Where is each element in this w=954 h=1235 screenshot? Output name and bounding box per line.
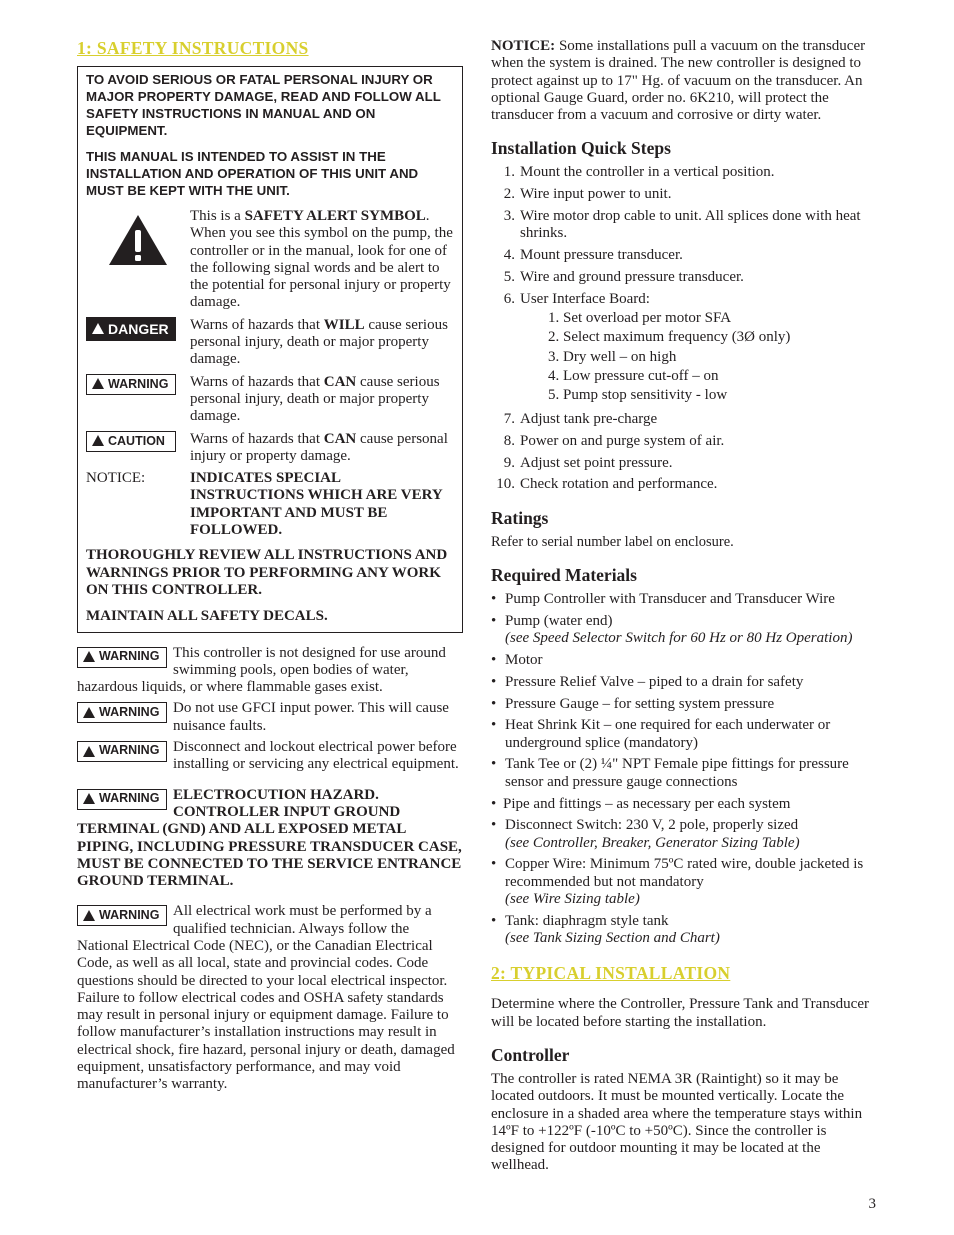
controller-text: The controller is rated NEMA 3R (Raintight) so it may be located outdoors. It must be mounted vertically. Locate the enclosure in a shaded area where the temperature stays within 14ºF to +122ºF (-10ºC to +50ºC). Since the controller is designed for outdoor mounting it may be located at the wellhead. <box>491 1070 863 1174</box>
right-column <box>491 38 876 1175</box>
warning-badge: WARNING <box>86 374 176 395</box>
installation-intro: Determine where the Controller, Pressure Tank and Transducer will be located before starting the installation. <box>491 996 869 1030</box>
decals-text: MAINTAIN ALL SAFETY DECALS. <box>86 608 328 625</box>
danger-row <box>86 317 455 369</box>
list-item: • Copper Wire: Minimum 75ºC rated wire, double jacketed is recommended but not mandatory (see Wire Sizing table) <box>491 856 864 907</box>
list-item: 7. Adjust tank pre-charge <box>503 411 658 428</box>
list-item: 10. Check rotation and performance. <box>496 476 718 493</box>
page-number: 3 <box>868 1196 876 1212</box>
alert-symbol-row <box>86 208 455 312</box>
warning-badge: WARNING <box>77 741 167 762</box>
notice-row <box>86 470 455 539</box>
quick-steps-list <box>491 164 876 493</box>
list-item: 2. Wire input power to unit. <box>503 186 672 203</box>
warning-triangle-icon <box>83 793 95 804</box>
notice-label: NOTICE: <box>86 470 146 487</box>
warning-badge: WARNING <box>77 789 167 810</box>
list-item: 4. Mount pressure transducer. <box>503 247 683 264</box>
list-item: • Tank Tee or (2) ¼" NPT Female pipe fittings for pressure sensor and pressure gauge connections <box>491 756 849 790</box>
list-item: • Pump Controller with Transducer and Transducer Wire <box>491 591 835 608</box>
alert-symbol-text: This is a SAFETY ALERT SYMBOL. When you see this symbol on the pump, the controller or in the manual, look for one of the following signal words and be alert to the potential for personal injury or property damage. <box>190 208 453 311</box>
review-text: THOROUGHLY REVIEW ALL INSTRUCTIONS AND WARNINGS PRIOR TO PERFORMING ANY WORK ON THIS CONTROLLER. <box>86 547 448 598</box>
list-item: 9. Adjust set point pressure. <box>503 454 673 471</box>
list-item: • Pipe and fittings – as necessary per each system <box>491 795 791 812</box>
warning-triangle-icon <box>92 378 104 389</box>
warning-triangle-icon <box>83 746 95 757</box>
warning-triangle-icon <box>92 435 104 446</box>
warning-note-3: WARNING Disconnect and lockout electrical power before installing or servicing any electrical equipment. <box>77 739 463 774</box>
warning-badge: WARNING <box>77 702 167 723</box>
danger-text: Warns of hazards that WILL cause serious personal injury, death or major property damage. <box>190 316 448 368</box>
warning-triangle-icon <box>83 910 95 921</box>
list-item: 6. User Interface Board: 1. Set overload per motor SFA 2. Select maximum frequency (3Ø only) 3. Dry well – on high 4. Low pressure cut-off – on 5. Pump stop sensitivity - low <box>503 290 791 404</box>
section-title-safety: 1: SAFETY INSTRUCTIONS <box>77 38 309 58</box>
list-item: • Pressure Relief Valve – piped to a drain for safety <box>491 673 804 690</box>
list-item: 1. Set overload per motor SFA <box>548 310 732 327</box>
list-item: 8. Power on and purge system of air. <box>503 432 725 449</box>
safety-alert-icon <box>86 208 190 267</box>
sub-steps-list <box>520 310 790 404</box>
list-item: • Tank: diaphragm style tank (see Tank Sizing Section and Chart) <box>491 912 720 947</box>
ratings-text: Refer to serial number label on enclosure. <box>491 533 734 550</box>
warning-note-2: WARNING Do not use GFCI input power. This will cause nuisance faults. <box>77 700 463 735</box>
warning-row <box>86 374 455 426</box>
warning-note-5: WARNING All electrical work must be performed by a qualified technician. Always follow the National Electrical Code (NEC), or the Canadian Electrical Code, as well as all local, state and provincial codes. Code questions should be directed to your local electrical inspector. Failure to follow electrical codes and OSHA safety standards may result in personal injury or equipment damage. Failure to follow manufacturer’s installation instructions may result in electrical shock, fire hazard, personal injury or death, damaged equipment, unsatisfactory performance, and may void manufacturer’s warranty. <box>77 903 455 1093</box>
list-item: 5. Pump stop sensitivity - low <box>548 387 728 404</box>
vacuum-notice: NOTICE: Some installations pull a vacuum on the transducer when the system is drained. The new controller is designed to protect against up to 17" Hg. of vacuum on the transducer. An optional Gauge Guard, order no. 6K210, will protect the transducer from a vacuum and corrosive or dirty water. <box>491 38 866 124</box>
list-item: • Motor <box>491 651 543 668</box>
list-item: 5. Wire and ground pressure transducer. <box>503 268 744 285</box>
controller-heading: Controller <box>491 1044 570 1065</box>
warning-badge: WARNING <box>77 905 167 926</box>
quick-steps-heading: Installation Quick Steps <box>491 138 671 159</box>
list-item: • Disconnect Switch: 230 V, 2 pole, properly sized (see Controller, Breaker, Generator Sizing Table) <box>491 817 800 851</box>
left-column <box>77 38 463 1094</box>
caution-row <box>86 431 455 466</box>
warning-badge: WARNING <box>77 647 167 668</box>
list-item: 3. Wire motor drop cable to unit. All splices done with heat shrinks. <box>503 208 861 242</box>
caution-badge: CAUTION <box>86 431 176 452</box>
notice-text: INDICATES SPECIAL INSTRUCTIONS WHICH ARE VERY IMPORTANT AND MUST BE FOLLOWED. <box>190 470 443 539</box>
safety-para-1: TO AVOID SERIOUS OR FATAL PERSONAL INJURY OR MAJOR PROPERTY DAMAGE, READ AND FOLLOW ALL SAFETY INSTRUCTIONS IN MANUAL AND ON EQUIPMENT. <box>86 72 441 138</box>
list-item: 2. Select maximum frequency (3Ø only) <box>548 329 791 346</box>
list-item: • Pump (water end) (see Speed Selector Switch for 60 Hz or 80 Hz Operation) <box>491 612 853 647</box>
warning-triangle-icon <box>92 323 104 334</box>
section-title-installation: 2: TYPICAL INSTALLATION <box>491 963 731 984</box>
warning-note-1: WARNING This controller is not designed for use around swimming pools, open bodies of water, hazardous liquids, or where flammable gases exist. <box>77 644 446 696</box>
warning-triangle-icon <box>83 707 95 718</box>
safety-box <box>77 66 463 633</box>
list-item: 1. Mount the controller in a vertical position. <box>503 164 775 181</box>
danger-badge: DANGER <box>86 317 176 341</box>
warning-triangle-icon <box>83 651 95 662</box>
materials-list <box>491 591 876 947</box>
materials-heading: Required Materials <box>491 565 637 586</box>
ratings-heading: Ratings <box>491 507 549 528</box>
warning-note-4: WARNING ELECTROCUTION HAZARD. CONTROLLER INPUT GROUND TERMINAL (GND) AND ALL EXPOSED METAL PIPING, INCLUDING PRESSURE TRANSDUCER CASE, MUST BE CONNECTED TO THE SERVICE ENTRANCE GROUND TERMINAL. <box>77 786 462 890</box>
caution-text: Warns of hazards that CAN cause personal injury or property damage. <box>190 430 448 464</box>
list-item: • Heat Shrink Kit – one required for each underwater or underground splice (mandatory) <box>491 717 831 751</box>
list-item: 3. Dry well – on high <box>548 348 677 365</box>
list-item: • Pressure Gauge – for setting system pressure <box>491 695 775 712</box>
safety-para-2: THIS MANUAL IS INTENDED TO ASSIST IN THE INSTALLATION AND OPERATION OF THIS UNIT AND MUST BE KEPT WITH THE UNIT. <box>86 149 419 198</box>
list-item: 4. Low pressure cut-off – on <box>548 367 719 384</box>
warning-text: Warns of hazards that CAN cause serious personal injury, death or major property damage. <box>190 373 440 425</box>
